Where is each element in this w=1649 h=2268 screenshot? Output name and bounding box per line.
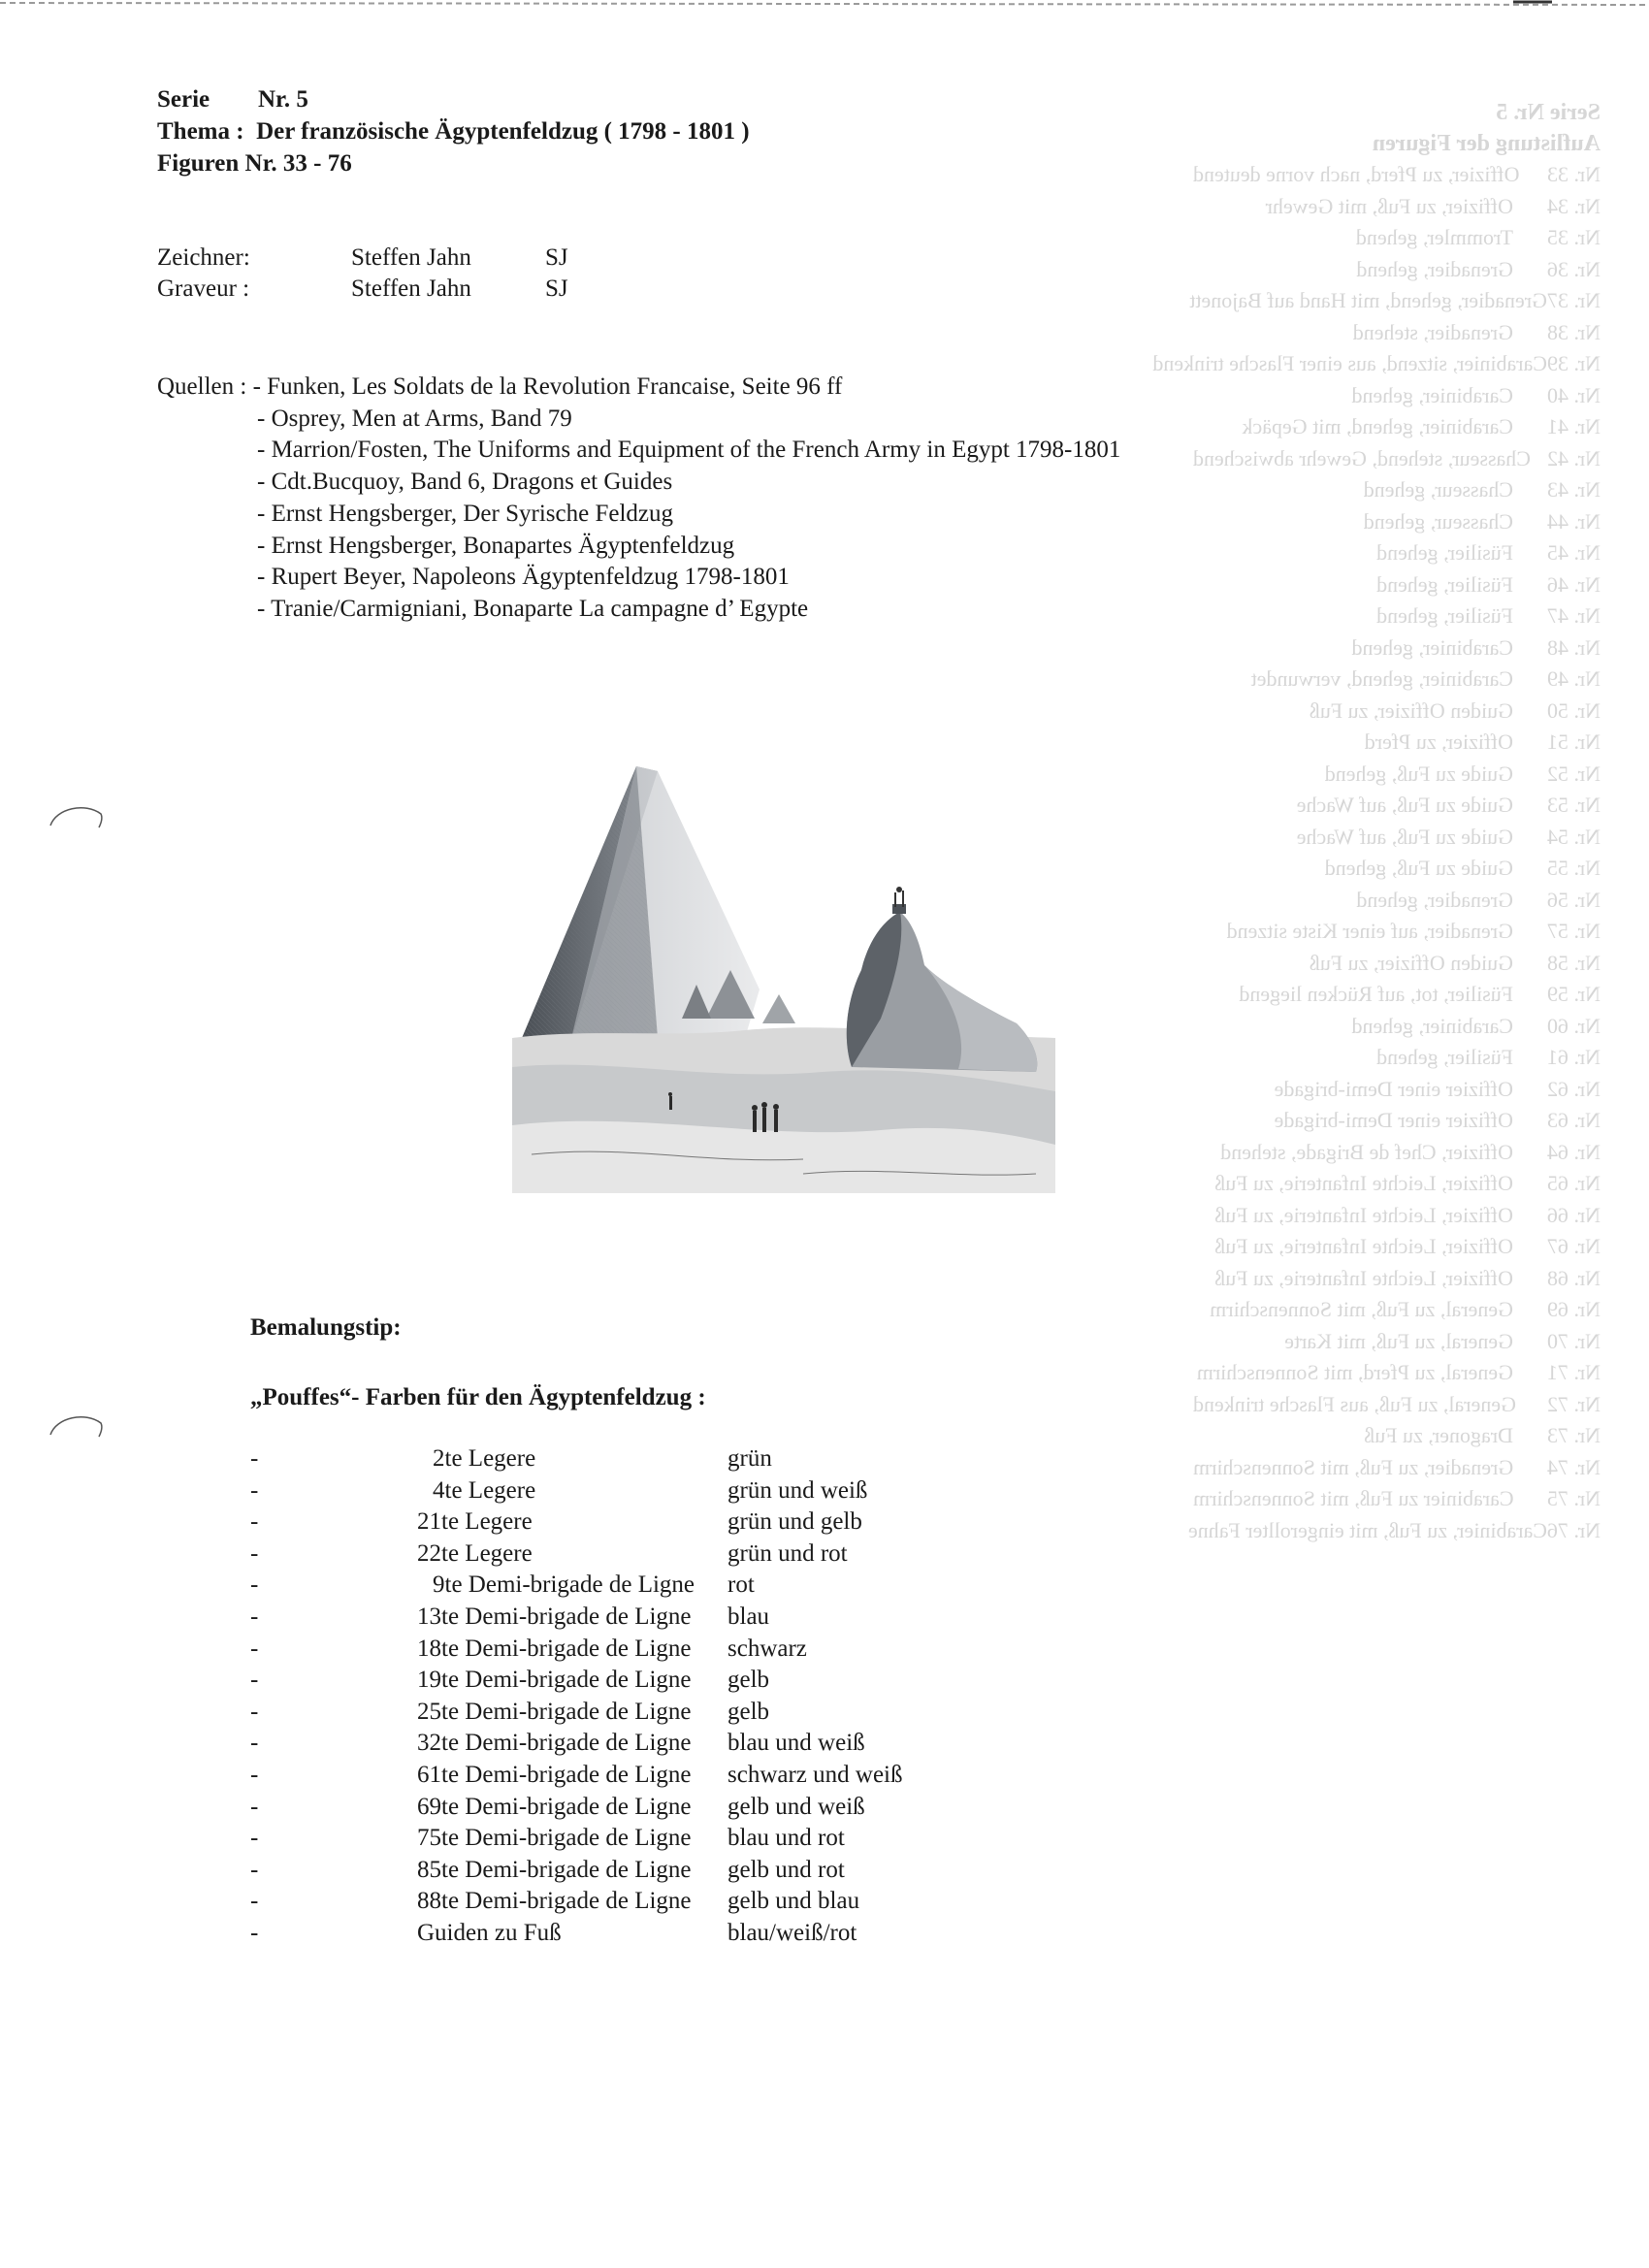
show-through-row: Nr. 64 Offizier, Chef de Brigade, stehend [1220,1139,1600,1164]
show-through-row: Nr. 69 General, zu Fuß, mit Sonnenschirm [1210,1297,1600,1321]
credit-label: Zeichner: [157,244,250,271]
unit-name: 4te Legere [433,1476,536,1504]
unit-name: 19te Demi-brigade de Ligne [417,1667,692,1694]
sources [157,372,1120,626]
credit-row-zeichner [157,243,568,274]
unit-name: 75te Demi-brigade de Ligne [417,1825,692,1852]
figuren-line [157,147,750,179]
show-through-row: Nr. 48 Carabinier, gehend [1351,634,1600,660]
show-through-row: Nr. 43 Chasseur, gehend [1363,477,1600,502]
show-through-row: Nr. 65 Offizier, Leichte Infanterie, zu Fuß [1214,1171,1600,1195]
unit-name: 21te Legere [417,1508,533,1536]
credit-initials: SJ [545,275,568,302]
source-item: - Ernst Hengsberger, Bonapartes Ägyptenfeldzug [257,532,735,559]
thema-value: Der französische Ägyptenfeldzug ( 1798 - 1801 ) [256,118,750,145]
pouffe-color: schwarz [728,1635,807,1662]
unit-name: 25te Demi-brigade de Ligne [417,1698,692,1725]
pouffe-color: gelb [728,1667,770,1694]
table-row: - 88te Demi-brigade de Ligne gelb und blau [250,1886,903,1918]
table-row: - Guiden zu Fuß blau/weiß/rot [250,1918,903,1950]
show-through-row: Nr. 47 Füsilier, gehend [1376,603,1600,628]
unit-name: 61te Demi-brigade de Ligne [417,1761,692,1788]
show-through-row: Nr. 63 Offizier einer Demi-brigade [1274,1108,1600,1132]
source-item: - Marrion/Fosten, The Uniforms and Equipment of the French Army in Egypt 1798-1801 [257,437,1121,464]
pouffe-color: gelb und weiß [728,1793,865,1820]
show-through-row: Nr. 33 Offizier, zu Pferd, nach vorne deutend [1193,162,1600,186]
pouffe-color: blau/weiß/rot [728,1919,857,1946]
unit-name: 69te Demi-brigade de Ligne [417,1793,692,1820]
table-row: - 18te Demi-brigade de Ligne schwarz [250,1634,903,1666]
show-through-row: Nr. 76 Carabinier, zu Fuß, mit eingerollter Fahne [1188,1517,1600,1542]
table-row: - 21te Legere grün und gelb [250,1507,903,1539]
unit-name: 18te Demi-brigade de Ligne [417,1635,692,1662]
unit-name: 32te Demi-brigade de Ligne [417,1730,692,1757]
table-row: - 13te Demi-brigade de Ligne blau [250,1602,903,1634]
show-through-row: Nr. 46 Füsilier, gehend [1376,571,1600,597]
show-through-row: Nr. 62 Offizier einer Demi-brigade [1274,1076,1600,1101]
show-through-row: Nr. 75 Carabinier zu Fuß, mit Sonnenschirm [1193,1486,1600,1510]
show-through-row: Nr. 44 Chasseur, gehend [1363,508,1600,534]
show-through-row: Nr. 36 Grenadier, gehend [1356,256,1600,281]
unit-name: 9te Demi-brigade de Ligne [433,1571,695,1599]
show-through-row: Nr. 70 General, zu Fuß, mit Karte [1284,1328,1600,1353]
pouffe-color: blau [728,1603,770,1630]
show-through-row: Nr. 52 Guide zu Fuß, gehend [1324,761,1600,786]
painting-tip-heading: Bemalungstip: [250,1314,402,1341]
show-through-row: Nr. 50 Guiden Offizier, zu Fuß [1309,697,1600,723]
table-row: - 9te Demi-brigade de Ligne rot [250,1570,903,1602]
table-row: - 19te Demi-brigade de Ligne gelb [250,1665,903,1697]
table-row: - 4te Legere grün und weiß [250,1475,903,1507]
source-item: - Osprey, Men at Arms, Band 79 [257,405,572,432]
show-through-row: Nr. 51 Offizier, zu Pferd [1364,729,1600,754]
credit-row-graveur [157,274,568,305]
punch-hole-mark-icon [47,1409,105,1439]
table-row: - 22te Legere grün und rot [250,1539,903,1571]
table-row: - 2te Legere grün [250,1443,903,1475]
serie-value: Nr. 5 [258,86,308,113]
pouffe-color: blau und weiß [728,1730,865,1757]
unit-name: 85te Demi-brigade de Ligne [417,1856,692,1883]
show-through-row: Nr. 74 Grenadier, zu Fuß, mit Sonnenschirm [1193,1454,1600,1479]
source-item: - Tranie/Carmigniani, Bonaparte La campagne d’ Egypte [257,595,809,622]
show-through-row: Nr. 57 Grenadier, auf einer Kiste sitzend [1226,919,1600,943]
show-through-row: Nr. 42 Chasseur, stehend, Gewehr abwischend [1193,445,1600,470]
pouffe-color: grün und weiß [728,1476,868,1504]
unit-name: Guiden zu Fuß [417,1919,562,1946]
show-through-list [1152,159,1600,1546]
show-through-row: Nr. 41 Carabinier, gehend, mit Gepäck [1242,414,1600,438]
source-item: - Ernst Hengsberger, Der Syrische Feldzug [257,500,673,527]
pouffe-color: grün [728,1445,772,1472]
document-header [157,83,750,179]
table-row: - 61te Demi-brigade de Ligne schwarz und weiß [250,1760,903,1792]
sources-label: Quellen : [157,373,247,400]
thema-line [157,115,750,147]
serie-label: Serie [157,86,210,113]
pouffe-color: schwarz und weiß [728,1761,903,1788]
unit-name: 88te Demi-brigade de Ligne [417,1888,692,1915]
show-through-row: Nr. 59 Füsilier, tot, auf Rücken liegend [1239,982,1600,1006]
table-row: - 25te Demi-brigade de Ligne gelb [250,1697,903,1729]
show-through-row: Nr. 34 Offizier, zu Fuß, mit Gewehr [1265,193,1600,218]
credit-label: Graveur : [157,275,250,302]
show-through-row: Nr. 49 Carabinier, gehend, verwundet [1250,666,1600,691]
show-through-row: Nr. 71 General, zu Pferd, mit Sonnenschirm [1196,1360,1600,1384]
painting-tip-subheading: „Pouffes“- Farben für den Ägyptenfeldzug : [250,1384,706,1410]
pouffe-color: blau und rot [728,1825,845,1852]
show-through-row: Nr. 60 Carabinier, gehend [1351,1013,1600,1038]
show-through-subheading: Auflistung der Figuren [1372,131,1600,156]
scan-edge [0,0,1649,14]
show-through-row: Nr. 37 Grenadier, gehend, mit Hand auf Bajonett [1189,288,1600,312]
credit-initials: SJ [545,244,568,271]
unit-name: 22te Legere [417,1539,533,1567]
show-through-row: Nr. 61 Füsilier, gehend [1376,1045,1600,1069]
show-through-row: Nr. 68 Offizier, Leichte Infanterie, zu Fuß [1214,1265,1600,1290]
show-through-row: Nr. 45 Füsilier, gehend [1376,540,1600,565]
serie-line [157,83,750,115]
show-through-row: Nr. 35 Trommler, gehend [1355,225,1600,249]
source-item: - Cdt.Bucquoy, Band 6, Dragons et Guides [257,469,673,496]
pouffe-color: gelb [728,1698,770,1725]
credits [157,243,568,305]
thema-label: Thema : [157,118,244,145]
table-row: - 75te Demi-brigade de Ligne blau und rot [250,1823,903,1855]
show-through-row: Nr. 38 Grenadier, stehend [1352,319,1600,344]
show-through-row: Nr. 40 Carabinier, gehend [1351,382,1600,407]
show-through-row: Nr. 72 General, zu Fuß, aus Flasche trinkend [1193,1391,1600,1416]
pouffe-color: rot [728,1571,755,1599]
pouffe-color: gelb und blau [728,1888,860,1915]
show-through-row: Nr. 39 Carabinier, sitzend, aus einer Flasche trinkend [1152,351,1600,375]
credit-name: Steffen Jahn [351,275,471,302]
show-through-row: Nr. 73 Dragoner, zu Fuß [1364,1423,1600,1447]
show-through-row: Nr. 53 Guide zu Fuß, auf Wache [1296,793,1600,817]
table-row: - 32te Demi-brigade de Ligne blau und weiß [250,1728,903,1760]
show-through-row: Nr. 66 Offizier, Leichte Infanterie, zu Fuß [1214,1202,1600,1227]
unit-name: 13te Demi-brigade de Ligne [417,1603,692,1630]
show-through-text [1152,97,1600,1546]
source-item: Quellen : - Funken, Les Soldats de la Revolution Francaise, Seite 96 ff [157,373,843,400]
pyramid-sphinx-engraving-icon [512,747,1055,1193]
show-through-row: Nr. 58 Guiden Offizier, zu Fuß [1309,950,1600,975]
pouffe-color: grün und gelb [728,1508,862,1536]
unit-name: 2te Legere [433,1445,536,1472]
punch-hole-mark-icon [47,800,105,829]
show-through-row: Nr. 54 Guide zu Fuß, auf Wache [1296,824,1600,849]
figuren-range: Figuren Nr. 33 - 76 [157,150,352,177]
pouffe-color: gelb und rot [728,1856,845,1883]
table-row: - 85te Demi-brigade de Ligne gelb und rot [250,1855,903,1887]
pouffe-color: grün und rot [728,1539,848,1567]
source-item: - Rupert Beyer, Napoleons Ägyptenfeldzug 1798-1801 [257,564,790,591]
show-through-row: Nr. 56 Grenadier, gehend [1356,887,1600,912]
show-through-row: Nr. 67 Offizier, Leichte Infanterie, zu Fuß [1214,1234,1600,1258]
credit-name: Steffen Jahn [351,244,471,271]
table-row: - 69te Demi-brigade de Ligne gelb und weiß [250,1792,903,1824]
show-through-row: Nr. 55 Guide zu Fuß, gehend [1324,856,1600,880]
show-through-heading: Serie Nr. 5 [1496,100,1600,125]
pouffe-colors-table [250,1443,903,1950]
